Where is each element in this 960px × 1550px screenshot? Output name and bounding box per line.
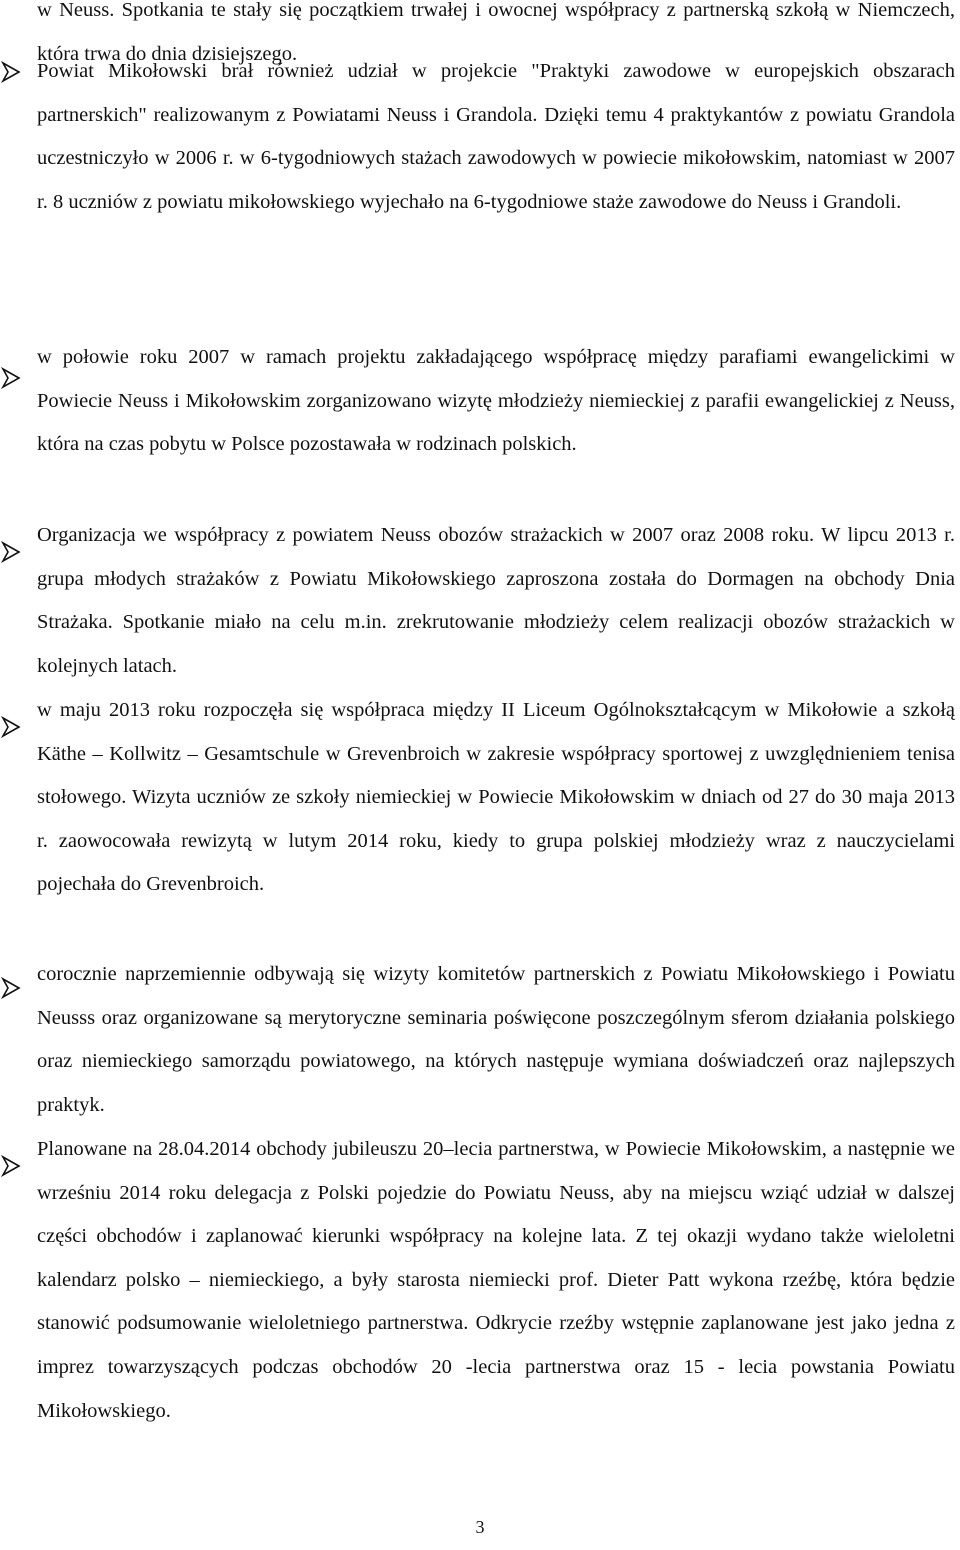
intro-paragraph: w Neuss. Spotkania te stały się początkiem trwałej i owocnej współpracy z partnerską szkołą w Niemczech, która trwa do dnia dzisiejszego. bbox=[37, 0, 955, 65]
arrowhead-bullet-icon bbox=[0, 977, 22, 999]
arrowhead-bullet-icon bbox=[0, 1155, 22, 1177]
page-number: 3 bbox=[475, 1517, 485, 1537]
bullet-item-jubilee: Planowane na 28.04.2014 obchody jubileuszu 20–lecia partnerstwa, w Powiecie Mikołowskim, a następnie we wrześniu 2014 roku delegacja z Polski pojedzie do Powiatu Neuss, aby na miejscu wziąć udział w dalszej części obchodów i zaplanować kierunki współpracy na kolejne lata. Z tej okazji wydano także wieloletni kalendarz polsko – niemieckiego, a były starosta niemiecki prof. Dieter Patt wykona rzeźbę, która będzie stanowić podsumowanie wieloletniego partnerstwa. Odkrycie rzeźby wstępnie zaplanowane jest jako jedna z imprez towarzyszących podczas obchodów 20 -lecia partnerstwa oraz 15 - lecia powstania Powiatu Mikołowskiego. bbox=[37, 1138, 955, 1422]
arrowhead-bullet-icon bbox=[0, 367, 22, 389]
bullet-item-firefighters: Organizacja we współpracy z powiatem Neuss obozów strażackich w 2007 oraz 2008 roku. W lipcu 2013 r. grupa młodych strażaków z Powiatu Mikołowskiego zaproszona została do Dormagen na obchody Dnia Strażaka. Spotkanie miało na celu m.in. zrekrutowanie młodzieży celem realizacji obozów strażackich w kolejnych latach. bbox=[37, 524, 955, 677]
bullet-item-parishes: w połowie roku 2007 w ramach projektu zakładającego współpracę między parafiami ewangelickimi w Powiecie Neuss i Mikołowskim zorganizowano wizytę młodzieży niemieckiej z parafii ewangelickiej z Neuss, która na czas pobytu w Polsce pozostawała w rodzinach polskich. bbox=[37, 346, 955, 456]
arrowhead-bullet-icon bbox=[0, 61, 22, 83]
arrowhead-bullet-icon bbox=[0, 716, 22, 738]
bullet-item-practices: Powiat Mikołowski brał również udział w projekcie "Praktyki zawodowe w europejskich obszarach partnerskich" realizowanym z Powiatami Neuss i Grandola. Dzięki temu 4 praktykantów z powiatu Grandola uczestniczyło w 2006 r. w 6-tygodniowych stażach zawodowych w powiecie mikołowskim, natomiast w 2007 r. 8 uczniów z powiatu mikołowskiego wyjechało na 6-tygodniowe staże zawodowe do Neuss i Grandoli. bbox=[37, 60, 955, 213]
bullet-item-school-cooperation: w maju 2013 roku rozpoczęła się współpraca między II Liceum Ogólnokształcącym w Mikołowie a szkołą Käthe – Kollwitz – Gesamtschule w Grevenbroich w zakresie współpracy sportowej z uwzględnieniem tenisa stołowego. Wizyta uczniów ze szkoły niemieckiej w Powiecie Mikołowskim w dniach od 27 do 30 maja 2013 r. zaowocowała rewizytą w lutym 2014 roku, kiedy to grupa polskiej młodzieży wraz z nauczycielami pojechała do Grevenbroich. bbox=[37, 699, 955, 896]
bullet-item-partner-committees: corocznie naprzemiennie odbywają się wizyty komitetów partnerskich z Powiatu Mikołowskiego i Powiatu Neusss oraz organizowane są merytoryczne seminaria poświęcone poszczególnym sferom działania polskiego oraz niemieckiego samorządu powiatowego, na których następuje wymiana doświadczeń oraz najlepszych praktyk. bbox=[37, 963, 955, 1116]
arrowhead-bullet-icon bbox=[0, 541, 22, 563]
